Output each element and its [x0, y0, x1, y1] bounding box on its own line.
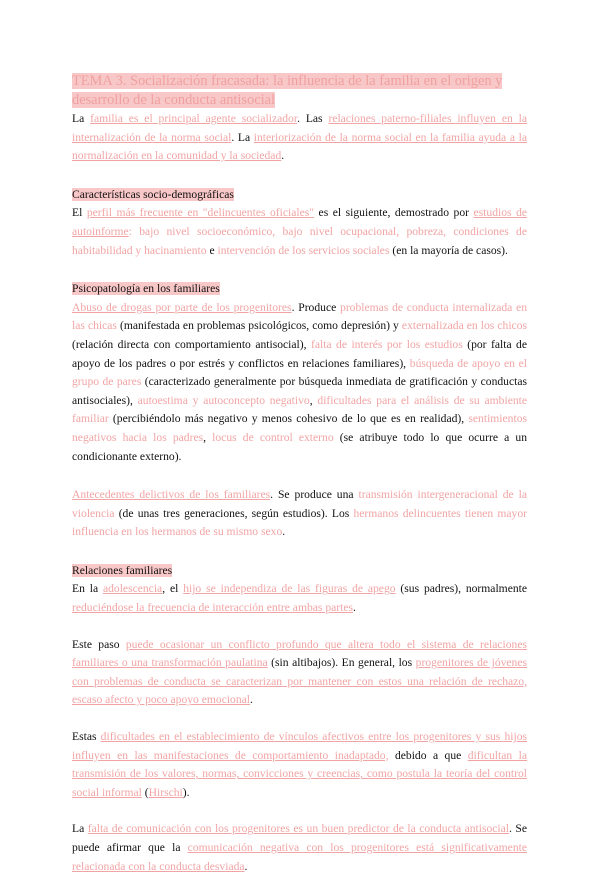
- text-run: es el siguiente, demostrado por: [314, 206, 474, 220]
- text-run: (de unas tres generaciones, según estudios). Los: [114, 506, 354, 520]
- page-title: [72, 72, 527, 110]
- text-run: ,: [203, 430, 213, 444]
- highlighted-text: relaciones paterno-filiales influyen en la internalización de la norma social: [72, 112, 527, 144]
- psychopathology-paragraph: [72, 299, 527, 466]
- highlighted-text: sentimientos negativos hacia los padres: [72, 412, 527, 444]
- section-heading-sociodemographic: [72, 186, 527, 205]
- highlighted-text: progenitores de jóvenes con problemas de conducta se caracterizan por mantener con estos una relación de rechazo, escaso afecto y poco apoyo emocional: [72, 656, 528, 707]
- highlighted-text: perfil más frecuente en "delincuentes oficiales": [86, 206, 315, 220]
- highlighted-text: problemas de conducta internalizada en las chicas: [72, 300, 527, 333]
- highlighted-text: familia es el principal agente socializador: [90, 112, 298, 125]
- text-run: (caracterizado generalmente por búsqueda inmediata de gratificación y conductas antisociales),: [72, 375, 528, 407]
- text-run: (relación directa con comportamiento antisocial),: [72, 337, 311, 351]
- highlighted-text: dificultades en el establecimiento de vínculos afectivos entre los progenitores y sus hijos influyen en las manifestaciones de comportamiento inadaptado,: [72, 730, 528, 762]
- text-run: Estas: [72, 730, 101, 744]
- document-page: [72, 72, 527, 876]
- section-heading-text: Relaciones familiares: [72, 563, 173, 577]
- text-run: (manifestada en problemas psicológicos, como depresión) y: [116, 319, 402, 333]
- text-run: . Se puede afirmar que la: [72, 822, 527, 854]
- highlighted-text: intervención de los servicios sociales: [217, 243, 390, 257]
- text-run: (sin altibajos). En general, los: [267, 656, 416, 670]
- highlighted-text: falta de interés por los estudios: [310, 337, 463, 351]
- text-run: (en la mayoría de casos).: [389, 243, 508, 257]
- intro-paragraph: [72, 110, 527, 166]
- highlighted-text: búsqueda de apoyo en el grupo de pares: [72, 356, 528, 389]
- text-run: . Las: [297, 112, 329, 125]
- highlighted-text: hermanos delincuentes tienen mayor influencia en los hermanos de su mismo sexo: [72, 506, 527, 539]
- highlighted-text: hijo se independiza de las figuras de apego: [183, 582, 396, 596]
- text-run: La: [72, 822, 88, 836]
- highlighted-text: reduciéndose la frecuencia de interacción entre ambas partes: [72, 601, 353, 615]
- highlighted-text: puede ocasionar un conflicto profundo que altera todo el sistema de relaciones familiares o una transformación paulatina: [72, 637, 527, 670]
- highlighted-text: comunicación negativa con los progenitores está significativamente relacionada con la conducta desviada: [72, 841, 527, 873]
- highlighted-text: transmisión intergeneracional de la violencia: [72, 488, 527, 520]
- highlighted-text: autoestima y autoconcepto negativo: [137, 393, 310, 407]
- section-heading-family-relations: [72, 562, 527, 581]
- text-run: El: [72, 206, 87, 220]
- text-run: (percibiéndolo más negativo y menos cohesivo de lo que es en realidad),: [108, 412, 469, 426]
- text-run: .: [353, 601, 356, 615]
- family-relations-paragraph-1: [72, 580, 527, 617]
- highlighted-text: interiorización de la norma social en la familia ayuda a la normalización en la comunidad y la sociedad: [72, 130, 527, 163]
- highlighted-text: dificultan la transmisión de los valores, normas, convicciones y creencias, como postula la teoría del control social informal: [72, 748, 527, 799]
- highlighted-text: Hirschi: [148, 785, 183, 799]
- text-run: . La: [231, 130, 254, 144]
- section-heading-text: Características socio-demográficas: [72, 187, 234, 201]
- family-relations-paragraph-4: [72, 820, 527, 876]
- text-run: e: [206, 243, 218, 257]
- highlighted-text: : bajo nivel socioeconómico, bajo nivel ocupacional, pobreza, condiciones de habitabilidad y hacinamiento: [72, 224, 527, 257]
- highlighted-text: Antecedentes delictivos de los familiares: [72, 488, 271, 502]
- highlighted-text: locus de control externo: [212, 430, 334, 444]
- highlighted-text: falta de comunicación con los progenitores es un buen predictor de la conducta antisocial: [87, 822, 510, 836]
- criminal-background-paragraph: [72, 486, 527, 542]
- highlighted-text: Abuso de drogas por parte de los progenitores: [72, 300, 292, 314]
- highlighted-text: estudios de autoinforme: [72, 206, 528, 238]
- text-run: .: [282, 525, 286, 539]
- text-run: (por falta de apoyo de los padres o por estrés y conflictos en relaciones familiares),: [72, 337, 528, 370]
- text-run: En la: [72, 582, 103, 596]
- text-run: La: [72, 112, 91, 125]
- text-run: ,: [309, 393, 318, 407]
- highlighted-text: dificultades para el análisis de su ambiente familiar: [72, 393, 528, 426]
- title-line-1: TEMA 3. Socialización fracasada: la influencia de la familia en el origen y: [72, 73, 503, 89]
- section-heading-text: Psicopatología en los familiares: [72, 282, 220, 296]
- family-relations-paragraph-2: [72, 636, 527, 710]
- family-relations-paragraph-3: [72, 728, 527, 802]
- highlighted-text: externalizada en los chicos: [401, 319, 528, 333]
- text-run: ).: [182, 785, 190, 799]
- highlighted-text: adolescencia: [102, 582, 163, 596]
- text-run: , el: [162, 582, 184, 596]
- text-run: .: [244, 859, 248, 873]
- section-heading-psychopathology: [72, 280, 527, 299]
- text-run: (sus padres), normalmente: [395, 582, 528, 596]
- text-run: .: [281, 149, 285, 163]
- sociodemographic-paragraph: [72, 204, 527, 260]
- text-run: .: [250, 693, 253, 707]
- text-run: . Se produce una: [270, 488, 359, 502]
- title-line-2: desarrollo de la conducta antisocial: [72, 92, 275, 108]
- text-run: (: [141, 785, 149, 799]
- text-run: (se atribuye todo lo que ocurre a un condicionante externo).: [72, 430, 527, 463]
- text-run: debido a que: [388, 748, 468, 762]
- text-run: Este paso: [72, 637, 126, 651]
- text-run: . Produce: [291, 300, 341, 314]
